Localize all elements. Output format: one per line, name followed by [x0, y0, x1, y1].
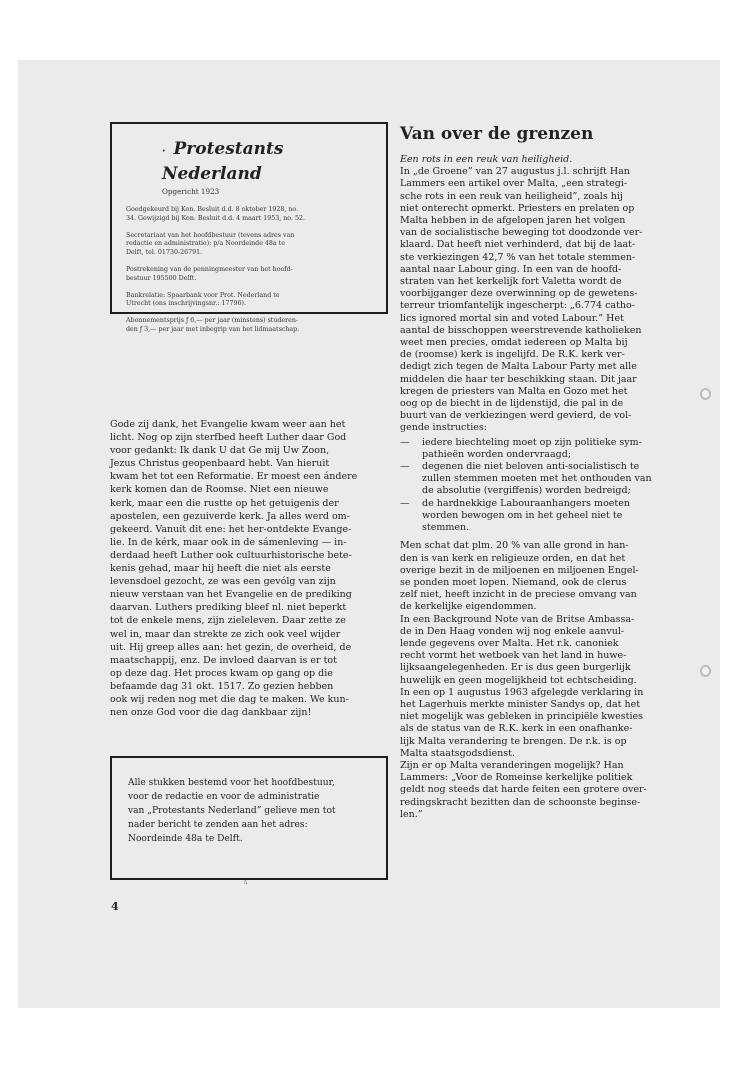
article-paragraph-land: Men schat dat plm. 20 % van alle grond in han- den is van kerk en religieuze orden, en dat het overige bezit in de miljoenen en miljoenen Engel- se ponden moet lopen. Niemand, ook de clerus zelf niet, heeft inzicht in de preciese omvang van de kerkelijke eigendommen.: [400, 540, 639, 613]
article-paragraph-changes: Zijn er op Malta veranderingen mogelijk? Han Lammers: „Voor de Romeinse kerkelijke politiek geldt nog steeds dat harde feiten een grotere over- redingskracht bezitten dan de schoonste beginse- len.”: [400, 759, 647, 820]
bullet-dash: —: [400, 461, 410, 473]
bullet-dash: —: [400, 436, 410, 448]
article-intro: In „de Groene” van 27 augustus j.l. schrijft Han Lammers een artikel over Malta, „een strategi- sche rots in een reuk van heiligheid”, zoals hij niet onterecht opmerkt. Priesters en prelaten op Malta hebben in de afgelopen jaren het volgen van de socialistische beweging tot doodzonde ver- klaard. Dat heeft niet verhinderd, dat bij de laat- ste verkiezingen 42,7 % van het totale stemmen- aantal naar Labour ging. In een van de hoofd- straten van het kerkelijk fort Valetta wordt de voorbijganger deze overwinning op de gewetens- terreur triomfantelijk ingescherpt: „6.774 catho- lics ignored mortal sin and voted Labour.” Het aantal de bisschoppen weerstrevende katholieken weet men precies, omdat iedereen op Malta bij de (roomse) kerk is ingelijfd. De R.K. kerk ver- dedigt zich tegen de Malta Labour Party met alle middelen die haar ter beschikking staan. Dit jaar kregen de priesters van Malta en Gozo met het oog op de biecht in de lijdenstijd, die pal in de buurt van de verkiezingen werd gevierd, de vol- gende instructies:: [400, 166, 643, 434]
bullet-dash: —: [400, 497, 410, 509]
instruction-list: [400, 437, 690, 535]
notice-text: Alle stukken bestemd voor het hoofdbestuur, voor de redactie en voor de administratie van „Protestants Nederland” gelieve men tot nader bericht te zenden aan het adres: Noordeinde 48a te Delft.: [128, 778, 336, 844]
left-article-text: Gode zij dank, het Evangelie kwam weer aan het licht. Nog op zijn sterfbed heeft Luther daar God voor gedankt: Ik dank U dat Ge mij Uw Zoon, Jezus Christus geopenbaard hebt. Van hieruit kwam het tot een Reformatie. Er moest een ándere kerk komen dan de Roomse. Niet een nieuwe kerk, maar een die rustte op het getuigenis der apostelen, een gezuiverde kerk. Ja alles werd om- gekeerd. Vanuit dit ene: het her-ontdekte Evange- lie. In de kérk, maar ook in de sámenleving — in- derdaad heeft Luther ook cultuurhistorische bete- kenis gehad, maar hij heeft die niet als eerste levensdoel gezocht, ze was een gevólg van zijn nieuw verstaan van het Evangelie en de prediking daarvan. Luthers prediking bleef nl. niet beperkt tot de enkele mens, zijn zieleleven. Daar zette ze wel in, maar dan strekte ze zich ook veel wijder uit. Hij greep alles aan: het gezin, de overheid, de maatschappij, enz. De invloed daarvan is er tot op deze dag. Het proces kwam op gang op die befaamde dag 31 okt. 1517. Zo gezien hebben ook wij reden nog met die dag te maken. We kun- nen onze God voor die dag dankbaar zijn!: [110, 419, 358, 719]
list-item: [400, 461, 690, 498]
masthead-subscription: Abonnementsprijs ƒ 6,— per jaar (minstens) studeren- den ƒ 3,— per jaar met inbegrip van het lidmaatschap.: [126, 317, 300, 333]
masthead-secretariat: Secretariaat van het hoofdbestuur (tevens adres van redactie en administratie): p/a Noordeinde 48a te Delft, tel. 01730-26791.: [126, 231, 295, 257]
small-mark: 5: [244, 880, 248, 886]
article-title: Van over de grenzen: [400, 124, 594, 144]
masthead-title: [162, 138, 372, 185]
notice-box: [110, 756, 388, 880]
masthead-postal-account: Postrekening van de penningmeester van het hoofd- bestuur 195500 Delft.: [126, 265, 293, 282]
masthead-bank: Bankrelatie: Spaarbank voor Prot. Nederland te Utrecht (ons inschrijvingsnr.: 17796).: [126, 291, 280, 308]
list-item-text: iedere biechteling moet op zijn politieke sym- pathieën worden ondervraagd;: [422, 436, 642, 460]
founded-line: Opgericht 1923: [162, 187, 220, 196]
masthead-dot: ·: [162, 146, 166, 157]
list-item: [400, 437, 690, 461]
masthead-title-text: Protestants Nederland: [162, 139, 284, 184]
right-article: [400, 124, 690, 821]
article-subtitle: Een rots in een reuk van heiligheid.: [400, 154, 573, 165]
list-item: [400, 498, 690, 535]
punch-hole-bottom: [700, 665, 711, 677]
masthead-box: [110, 122, 388, 333]
masthead-decree: Goedgekeurd bij Kon. Besluit d.d. 8 oktober 1928, no. 34. Gewijzigd bij Kon. Besluit d.d. 4 maart 1953, no. 52.: [126, 206, 305, 222]
list-item-text: de hardnekkige Labouraanhangers moeten worden bewogen om in het geheel niet te stemmen.: [422, 497, 630, 534]
list-item-text: degenen die niet beloven anti-socialistisch te zullen stemmen moeten met het onthouden van de absolutie (vergiffenis) worden bedreigd;: [422, 461, 652, 497]
article-paragraph-background-note: In een Background Note van de Britse Ambassa- de in Den Haag vonden wij nog enkele aanvul- lende gegevens over Malta. Het r.k. canoniek recht vormt het wetboek van het land in huwe- lijksaangelegenheden. Er is dus geen burgerlijk huwelijk en geen mogelijkheid tot echtscheiding. In een op 1 augustus 1963 afgelegde verklaring in het Lagerhuis merkte minister Sandys op, dat het niet mogelijk was gebleken in principiële kwesties als de status van de R.K. kerk in een onafhanke- lijk Malta verandering te brengen. De r.k. is op Malta staatsgodsdienst.: [400, 613, 644, 759]
page-number: 4: [111, 900, 119, 913]
punch-hole-top: [700, 388, 711, 400]
